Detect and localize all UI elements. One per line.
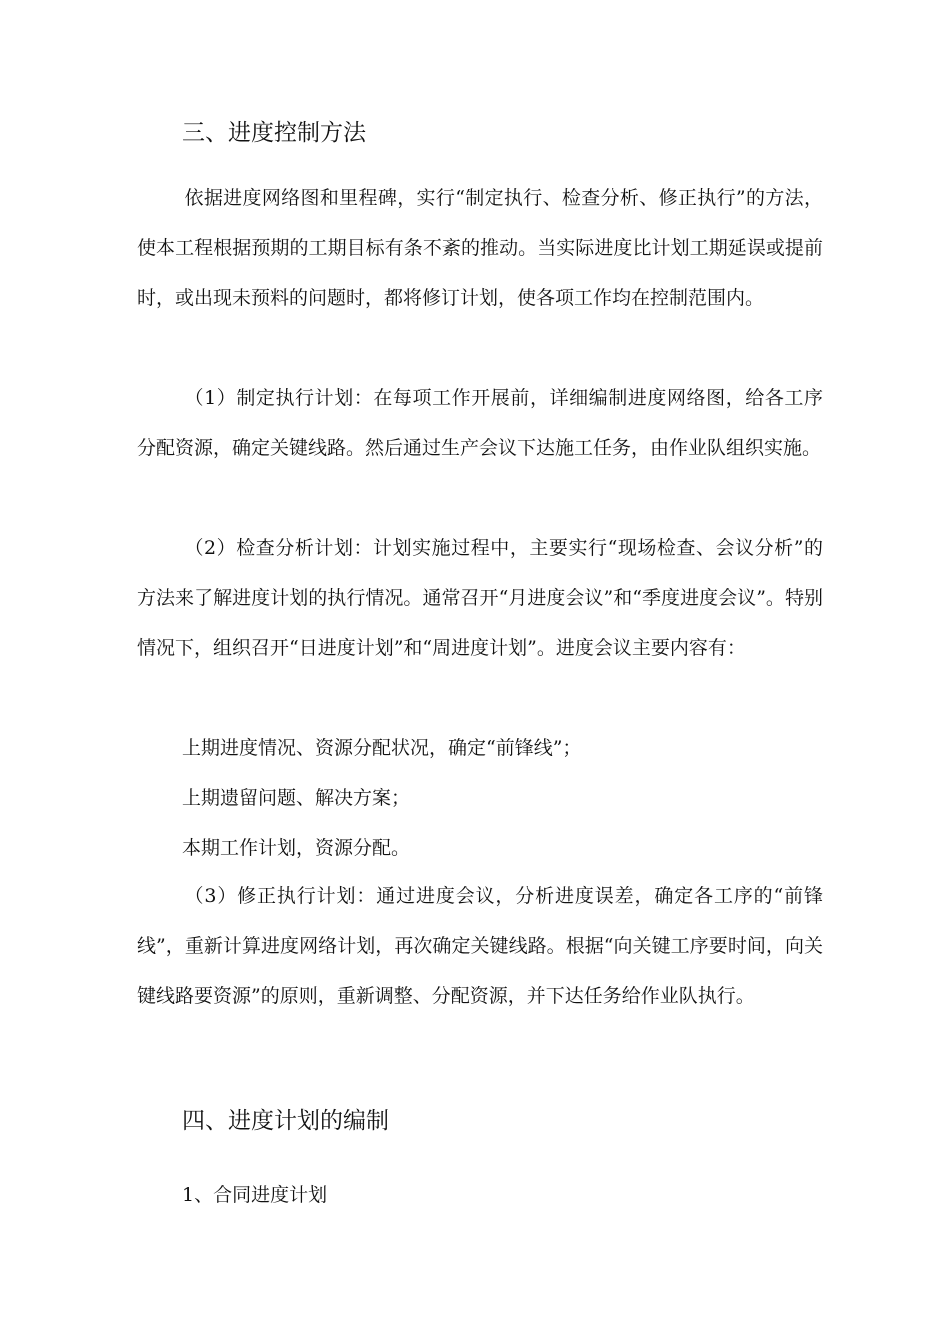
section-4-heading: 四、进度计划的编制 — [182, 1108, 389, 1134]
section-3-intro-paragraph: 依据进度网络图和里程碑，实行“制定执行、检查分析、修正执行”的方法，使本工程根据预期的工期目标有条不紊的推动。当实际进度比计划工期延误或提前时，或出现未预料的问题时，都将修订计划，使各项工作均在控制范围内。 — [137, 187, 823, 309]
section-3-heading: 三、进度控制方法 — [182, 120, 366, 146]
meeting-content-line-2: 上期遗留问题、解决方案； — [182, 787, 411, 809]
meeting-content-line-3: 本期工作计划，资源分配。 — [182, 837, 411, 859]
item-3-paragraph: （3）修正执行计划：通过进度会议，分析进度误差，确定各工序的“前锋线”，重新计算进度网络计划，再次确定关键线路。根据“向关键工序要时间，向关键线路要资源”的原则，重新调整、分配资源，并下达任务给作业队执行。 — [137, 885, 823, 1007]
item-1-paragraph: （1）制定执行计划：在每项工作开展前，详细编制进度网络图，给各工序分配资源，确定关键线路。然后通过生产会议下达施工任务，由作业队组织实施。 — [137, 387, 823, 459]
meeting-content-line-1: 上期进度情况、资源分配状况，确定“前锋线”； — [182, 737, 582, 759]
item-2-paragraph: （2）检查分析计划：计划实施过程中，主要实行“现场检查、会议分析”的方法来了解进度计划的执行情况。通常召开“月进度会议”和“季度进度会议”。特别情况下，组织召开“日进度计划”和“周进度计划”。进度会议主要内容有： — [137, 537, 823, 659]
section-4-subheading: 1、合同进度计划 — [182, 1184, 328, 1206]
